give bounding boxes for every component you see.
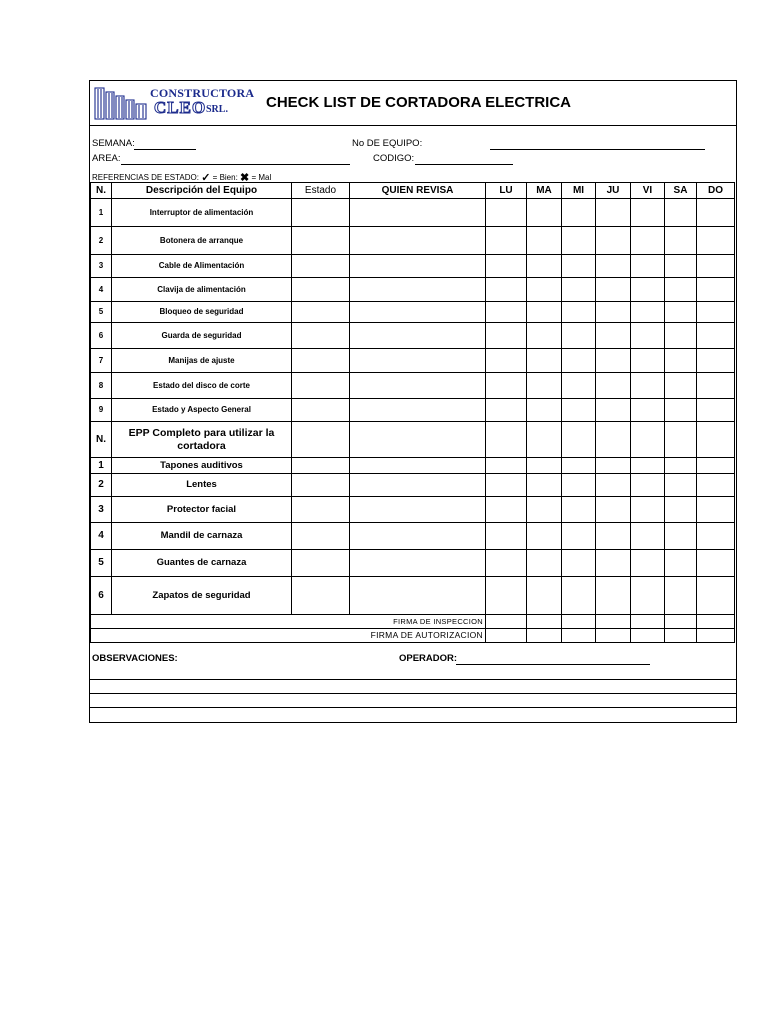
ju-cell[interactable] <box>596 255 631 278</box>
epp-item-num: 1 <box>91 458 112 474</box>
ma-cell[interactable] <box>527 255 562 278</box>
table-row <box>91 577 735 615</box>
sa-cell[interactable] <box>665 302 697 323</box>
ma-cell[interactable] <box>527 323 562 349</box>
observaciones-line-1[interactable] <box>90 679 736 680</box>
equipo-item-num: 5 <box>91 302 112 323</box>
do-cell[interactable] <box>697 550 735 577</box>
col-day-do: DO <box>697 183 735 199</box>
referencias-label: REFERENCIAS DE ESTADO: <box>92 173 199 182</box>
ju-cell[interactable] <box>596 199 631 227</box>
col-num-header: N. <box>91 183 112 199</box>
lu-cell[interactable] <box>486 373 527 399</box>
table-row <box>91 550 735 577</box>
mi-cell[interactable] <box>562 227 596 255</box>
epp-item-num: 4 <box>91 523 112 550</box>
firma-inspeccion-row <box>91 615 735 629</box>
equipo-item-desc: Guarda de seguridad <box>112 323 292 349</box>
sa-cell[interactable] <box>665 497 697 523</box>
equipo-item-num: 9 <box>91 399 112 422</box>
mi-cell[interactable] <box>562 349 596 373</box>
quien-revisa-cell[interactable] <box>350 399 486 422</box>
ju-cell[interactable] <box>596 373 631 399</box>
table-row <box>91 523 735 550</box>
table-row <box>91 302 735 323</box>
do-cell[interactable] <box>697 349 735 373</box>
do-cell[interactable] <box>697 474 735 497</box>
ju-cell[interactable] <box>596 278 631 302</box>
col-day-ma: MA <box>527 183 562 199</box>
firma-autorizacion-day-cell[interactable] <box>527 629 562 643</box>
table-row <box>91 474 735 497</box>
estado-cell[interactable] <box>292 349 350 373</box>
vi-cell[interactable] <box>631 255 665 278</box>
no-equipo-label: No DE EQUIPO: <box>352 138 423 149</box>
sa-cell[interactable] <box>665 474 697 497</box>
quien-revisa-cell[interactable] <box>350 323 486 349</box>
lu-cell[interactable] <box>486 199 527 227</box>
company-logo <box>94 84 255 122</box>
do-cell[interactable] <box>697 255 735 278</box>
firma-inspeccion-day-cell[interactable] <box>596 615 631 629</box>
vi-cell[interactable] <box>631 422 665 458</box>
semana-field[interactable] <box>134 149 196 150</box>
epp-header-num: N. <box>91 422 112 458</box>
table-row <box>91 458 735 474</box>
equipo-item-desc: Estado del disco de corte <box>112 373 292 399</box>
equipo-item-num: 8 <box>91 373 112 399</box>
semana-label: SEMANA: <box>92 138 135 149</box>
vi-cell[interactable] <box>631 373 665 399</box>
epp-header-desc: EPP Completo para utilizar la cortadora <box>112 422 292 458</box>
quien-revisa-cell[interactable] <box>350 577 486 615</box>
do-cell[interactable] <box>697 577 735 615</box>
lu-cell[interactable] <box>486 349 527 373</box>
firma-inspeccion-day-cell[interactable] <box>486 615 527 629</box>
check-icon: ✓ <box>201 172 211 184</box>
quien-revisa-cell[interactable] <box>350 523 486 550</box>
no-equipo-field[interactable] <box>490 149 705 150</box>
mi-cell[interactable] <box>562 278 596 302</box>
vi-cell[interactable] <box>631 278 665 302</box>
estado-cell[interactable] <box>292 278 350 302</box>
equipo-item-num: 3 <box>91 255 112 278</box>
cross-icon: ✖ <box>240 172 250 184</box>
sa-cell[interactable] <box>665 323 697 349</box>
equipo-item-desc: Clavija de alimentación <box>112 278 292 302</box>
epp-item-desc: Guantes de carnaza <box>112 550 292 577</box>
col-quien-header: QUIEN REVISA <box>350 183 486 199</box>
vi-cell[interactable] <box>631 302 665 323</box>
mi-cell[interactable] <box>562 323 596 349</box>
vi-cell[interactable] <box>631 199 665 227</box>
sa-cell[interactable] <box>665 227 697 255</box>
equipo-item-num: 2 <box>91 227 112 255</box>
equipo-item-num: 6 <box>91 323 112 349</box>
quien-revisa-cell[interactable] <box>350 199 486 227</box>
ma-cell[interactable] <box>527 227 562 255</box>
ju-cell[interactable] <box>596 323 631 349</box>
ma-cell[interactable] <box>527 497 562 523</box>
vi-cell[interactable] <box>631 523 665 550</box>
do-cell[interactable] <box>697 278 735 302</box>
observaciones-line-2[interactable] <box>90 693 736 694</box>
lu-cell[interactable] <box>486 497 527 523</box>
mi-cell[interactable] <box>562 255 596 278</box>
table-row <box>91 497 735 523</box>
col-desc-header: Descripción del Equipo <box>112 183 292 199</box>
ma-cell[interactable] <box>527 422 562 458</box>
estado-cell[interactable] <box>292 373 350 399</box>
firma-autorizacion-row <box>91 629 735 643</box>
ma-cell[interactable] <box>527 349 562 373</box>
firma-inspeccion-day-cell[interactable] <box>631 615 665 629</box>
ju-cell[interactable] <box>596 227 631 255</box>
table-row <box>91 323 735 349</box>
logo-text-constructora: CONSTRUCTORA <box>150 86 255 100</box>
epp-item-desc: Zapatos de seguridad <box>112 577 292 615</box>
do-cell[interactable] <box>697 523 735 550</box>
do-cell[interactable] <box>697 323 735 349</box>
equipo-item-num: 7 <box>91 349 112 373</box>
lu-cell[interactable] <box>486 255 527 278</box>
table-row <box>91 278 735 302</box>
ma-cell[interactable] <box>527 278 562 302</box>
ju-cell[interactable] <box>596 550 631 577</box>
estado-cell[interactable] <box>292 550 350 577</box>
mi-cell[interactable] <box>562 399 596 422</box>
lu-cell[interactable] <box>486 458 527 474</box>
lu-cell[interactable] <box>486 577 527 615</box>
table-header-row <box>91 183 735 199</box>
operador-label: OPERADOR: <box>399 653 458 664</box>
vi-cell[interactable] <box>631 474 665 497</box>
header <box>90 81 736 126</box>
col-day-vi: VI <box>631 183 665 199</box>
quien-revisa-cell[interactable] <box>350 474 486 497</box>
table-row <box>91 373 735 399</box>
equipo-item-desc: Interruptor de alimentación <box>112 199 292 227</box>
vi-cell[interactable] <box>631 227 665 255</box>
vi-cell[interactable] <box>631 323 665 349</box>
equipo-item-desc: Botonera de arranque <box>112 227 292 255</box>
epp-item-desc: Protector facial <box>112 497 292 523</box>
firma-autorizacion-day-cell[interactable] <box>697 629 735 643</box>
vi-cell[interactable] <box>631 550 665 577</box>
do-cell[interactable] <box>697 373 735 399</box>
quien-revisa-cell[interactable] <box>350 497 486 523</box>
col-day-ju: JU <box>596 183 631 199</box>
vi-cell[interactable] <box>631 458 665 474</box>
mi-cell[interactable] <box>562 422 596 458</box>
mi-cell[interactable] <box>562 373 596 399</box>
checklist-table <box>90 182 735 643</box>
do-cell[interactable] <box>697 302 735 323</box>
col-day-sa: SA <box>665 183 697 199</box>
operador-field[interactable] <box>456 664 650 665</box>
ma-cell[interactable] <box>527 302 562 323</box>
mi-cell[interactable] <box>562 458 596 474</box>
lu-cell[interactable] <box>486 278 527 302</box>
firma-inspeccion-label: FIRMA DE INSPECCION <box>91 615 486 629</box>
lu-cell[interactable] <box>486 323 527 349</box>
sa-cell[interactable] <box>665 422 697 458</box>
firma-autorizacion-day-cell[interactable] <box>486 629 527 643</box>
ma-cell[interactable] <box>527 458 562 474</box>
epp-item-num: 3 <box>91 497 112 523</box>
mal-label: = Mal <box>251 173 272 182</box>
quien-revisa-cell[interactable] <box>350 255 486 278</box>
estado-cell[interactable] <box>292 399 350 422</box>
epp-header-row <box>91 422 735 458</box>
lu-cell[interactable] <box>486 422 527 458</box>
mi-cell[interactable] <box>562 302 596 323</box>
quien-revisa-cell[interactable] <box>350 458 486 474</box>
quien-revisa-cell[interactable] <box>350 227 486 255</box>
estado-cell[interactable] <box>292 422 350 458</box>
ma-cell[interactable] <box>527 399 562 422</box>
lu-cell[interactable] <box>486 399 527 422</box>
bien-label: = Bien: <box>212 173 238 182</box>
ma-cell[interactable] <box>527 577 562 615</box>
sa-cell[interactable] <box>665 399 697 422</box>
ju-cell[interactable] <box>596 577 631 615</box>
do-cell[interactable] <box>697 458 735 474</box>
sa-cell[interactable] <box>665 577 697 615</box>
sa-cell[interactable] <box>665 523 697 550</box>
checklist-sheet <box>89 80 737 723</box>
codigo-field[interactable] <box>415 164 513 165</box>
ma-cell[interactable] <box>527 199 562 227</box>
sa-cell[interactable] <box>665 199 697 227</box>
vi-cell[interactable] <box>631 349 665 373</box>
vi-cell[interactable] <box>631 497 665 523</box>
estado-cell[interactable] <box>292 577 350 615</box>
ma-cell[interactable] <box>527 474 562 497</box>
do-cell[interactable] <box>697 422 735 458</box>
do-cell[interactable] <box>697 497 735 523</box>
quien-revisa-cell[interactable] <box>350 278 486 302</box>
vi-cell[interactable] <box>631 577 665 615</box>
ju-cell[interactable] <box>596 302 631 323</box>
sa-cell[interactable] <box>665 550 697 577</box>
estado-cell[interactable] <box>292 323 350 349</box>
sa-cell[interactable] <box>665 373 697 399</box>
lu-cell[interactable] <box>486 227 527 255</box>
quien-revisa-cell[interactable] <box>350 550 486 577</box>
estado-cell[interactable] <box>292 302 350 323</box>
do-cell[interactable] <box>697 199 735 227</box>
table-row <box>91 227 735 255</box>
firma-inspeccion-day-cell[interactable] <box>562 615 596 629</box>
epp-item-num: 6 <box>91 577 112 615</box>
observaciones-line-3[interactable] <box>90 707 736 708</box>
do-cell[interactable] <box>697 227 735 255</box>
ju-cell[interactable] <box>596 458 631 474</box>
firma-autorizacion-label: FIRMA DE AUTORIZACION <box>91 629 486 643</box>
epp-item-desc: Lentes <box>112 474 292 497</box>
area-field[interactable] <box>121 164 350 165</box>
mi-cell[interactable] <box>562 199 596 227</box>
firma-autorizacion-day-cell[interactable] <box>665 629 697 643</box>
ju-cell[interactable] <box>596 497 631 523</box>
firma-autorizacion-day-cell[interactable] <box>596 629 631 643</box>
mi-cell[interactable] <box>562 550 596 577</box>
sa-cell[interactable] <box>665 458 697 474</box>
table-row <box>91 399 735 422</box>
lu-cell[interactable] <box>486 302 527 323</box>
mi-cell[interactable] <box>562 577 596 615</box>
col-day-lu: LU <box>486 183 527 199</box>
lu-cell[interactable] <box>486 474 527 497</box>
logo-text-srl: SRL. <box>206 104 228 115</box>
epp-item-num: 2 <box>91 474 112 497</box>
firma-autorizacion-day-cell[interactable] <box>562 629 596 643</box>
equipo-item-num: 1 <box>91 199 112 227</box>
ma-cell[interactable] <box>527 550 562 577</box>
estado-cell[interactable] <box>292 523 350 550</box>
lu-cell[interactable] <box>486 550 527 577</box>
sa-cell[interactable] <box>665 255 697 278</box>
firma-inspeccion-day-cell[interactable] <box>527 615 562 629</box>
col-day-mi: MI <box>562 183 596 199</box>
ju-cell[interactable] <box>596 399 631 422</box>
quien-revisa-cell[interactable] <box>350 349 486 373</box>
ju-cell[interactable] <box>596 474 631 497</box>
equipo-item-desc: Manijas de ajuste <box>112 349 292 373</box>
estado-cell[interactable] <box>292 255 350 278</box>
vi-cell[interactable] <box>631 399 665 422</box>
logo-text-cleo: CLEO <box>154 98 207 117</box>
area-label: AREA: <box>92 153 121 164</box>
ma-cell[interactable] <box>527 523 562 550</box>
col-estado-header: Estado <box>292 183 350 199</box>
quien-revisa-cell[interactable] <box>350 302 486 323</box>
equipo-item-desc: Estado y Aspecto General <box>112 399 292 422</box>
epp-item-num: 5 <box>91 550 112 577</box>
firma-inspeccion-day-cell[interactable] <box>697 615 735 629</box>
mi-cell[interactable] <box>562 474 596 497</box>
codigo-label: CODIGO: <box>373 153 415 164</box>
epp-item-desc: Tapones auditivos <box>112 458 292 474</box>
ju-cell[interactable] <box>596 422 631 458</box>
table-row <box>91 255 735 278</box>
ma-cell[interactable] <box>527 373 562 399</box>
equipo-item-desc: Bloqueo de seguridad <box>112 302 292 323</box>
equipo-item-num: 4 <box>91 278 112 302</box>
quien-revisa-cell[interactable] <box>350 373 486 399</box>
table-row <box>91 349 735 373</box>
estado-cell[interactable] <box>292 497 350 523</box>
observaciones-label: OBSERVACIONES: <box>92 653 178 664</box>
do-cell[interactable] <box>697 399 735 422</box>
estado-cell[interactable] <box>292 458 350 474</box>
quien-revisa-cell[interactable] <box>350 422 486 458</box>
equipo-item-desc: Cable de Alimentación <box>112 255 292 278</box>
lu-cell[interactable] <box>486 523 527 550</box>
estado-cell[interactable] <box>292 227 350 255</box>
epp-item-desc: Mandil de carnaza <box>112 523 292 550</box>
sa-cell[interactable] <box>665 349 697 373</box>
page-title: CHECK LIST DE CORTADORA ELECTRICA <box>266 94 571 111</box>
estado-cell[interactable] <box>292 474 350 497</box>
building-bars-icon <box>94 87 148 120</box>
estado-cell[interactable] <box>292 199 350 227</box>
table-row <box>91 199 735 227</box>
mi-cell[interactable] <box>562 523 596 550</box>
ju-cell[interactable] <box>596 523 631 550</box>
mi-cell[interactable] <box>562 497 596 523</box>
firma-autorizacion-day-cell[interactable] <box>631 629 665 643</box>
sa-cell[interactable] <box>665 278 697 302</box>
firma-inspeccion-day-cell[interactable] <box>665 615 697 629</box>
ju-cell[interactable] <box>596 349 631 373</box>
